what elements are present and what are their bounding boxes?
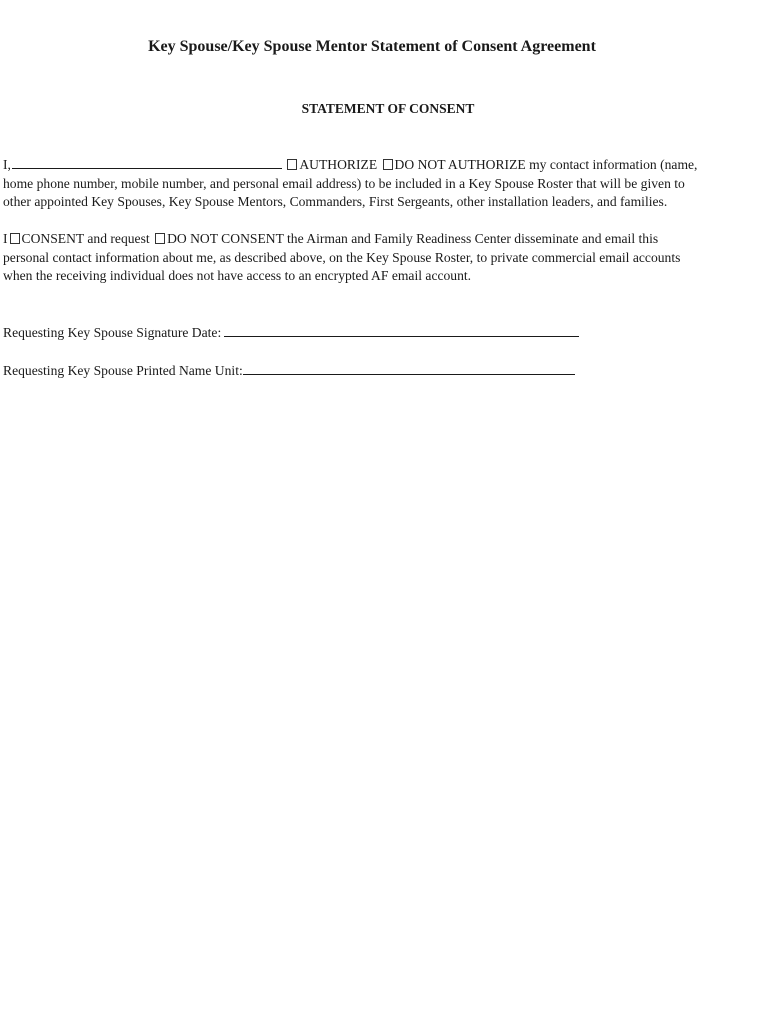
authorization-line-3: other appointed Key Spouses, Key Spouse Mentors, Commanders, First Sergeants, other installation leaders, and families. — [3, 194, 668, 210]
consent-line-1 — [3, 230, 769, 249]
consent-checkbox[interactable] — [10, 233, 20, 244]
do-not-consent-checkbox[interactable] — [155, 233, 165, 244]
signature-date-field[interactable] — [224, 324, 579, 337]
consent-line-2: personal contact information about me, as described above, on the Key Spouse Roster, to private commercial email accounts — [3, 249, 681, 265]
authorize-checkbox[interactable] — [287, 159, 297, 170]
consent-line-1-tail: the Airman and Family Readiness Center disseminate and email this — [287, 231, 659, 246]
section-heading: STATEMENT OF CONSENT — [301, 101, 475, 116]
consent-paragraph — [3, 230, 769, 286]
printed-name-unit-label: Requesting Key Spouse Printed Name Unit: — [3, 363, 243, 378]
printed-name-unit-field[interactable] — [243, 362, 575, 375]
authorization-prefix: I, — [3, 157, 11, 172]
consent-line-3: when the receiving individual does not have access to an encrypted AF email account. — [3, 268, 472, 284]
do-not-authorize-label: DO NOT AUTHORIZE — [394, 157, 526, 172]
consent-label: CONSENT and request — [21, 231, 150, 246]
authorization-line-2: home phone number, mobile number, and personal email address) to be included in a Key Spouse Roster that will be given to — [3, 175, 685, 191]
printed-name-unit-line — [3, 362, 575, 379]
signature-date-line — [3, 324, 579, 341]
authorize-label: AUTHORIZE — [299, 157, 378, 172]
do-not-authorize-checkbox[interactable] — [383, 159, 393, 170]
consent-prefix: I — [3, 231, 8, 246]
name-blank-field[interactable] — [12, 156, 282, 169]
signature-date-label: Requesting Key Spouse Signature Date: — [3, 325, 222, 340]
authorization-paragraph — [3, 156, 769, 212]
do-not-consent-label: DO NOT CONSENT — [167, 231, 284, 246]
authorization-line-1-tail: my contact information (name, — [529, 157, 698, 172]
authorization-line-1 — [3, 156, 769, 175]
document-title: Key Spouse/Key Spouse Mentor Statement of Consent Agreement — [148, 38, 596, 55]
